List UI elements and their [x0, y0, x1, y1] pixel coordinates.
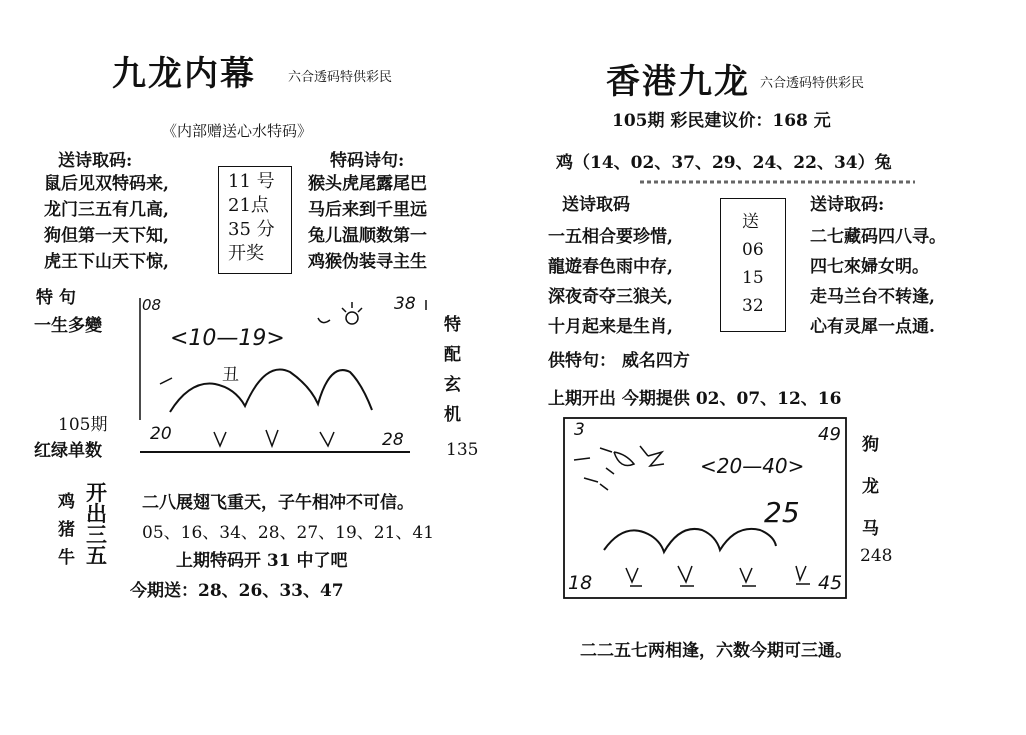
left-side-number: 135	[446, 440, 479, 460]
left-poem-line: 虎王下山天下惊,	[44, 252, 169, 272]
side-char: 配	[444, 345, 461, 365]
right-last-line: 上期开出 今期提供 02、07、12、16	[548, 389, 842, 409]
right-poem-header-right: 送诗取码:	[810, 195, 885, 215]
right-sketch-bottom-right: 45	[818, 572, 843, 594]
side-char: 机	[444, 405, 461, 425]
right-poem-line: 走马兰台不转逢,	[810, 287, 935, 307]
left-line4: 今期送：28、26、33、47	[130, 581, 344, 601]
right-price-line: 105期 彩民建议价：168 元	[612, 111, 831, 131]
send-box-line: 32	[742, 296, 764, 316]
left-issue-label: 红绿单数	[34, 441, 102, 461]
send-box-line: 送	[742, 212, 759, 232]
right-special-phrase: 供特句： 威名四方	[548, 351, 690, 371]
left-poem-line: 狗但第一天下知,	[44, 226, 169, 246]
left-sketch-bottom-right: 28	[382, 430, 404, 450]
left-sketch-range: <10—19>	[170, 326, 285, 351]
right-sketch-top-left: 3	[574, 420, 585, 440]
animal: 鸡	[58, 492, 75, 512]
send-box-line: 06	[742, 240, 764, 260]
open-char: 开	[86, 480, 107, 505]
left-sketch-bottom-left: 20	[150, 424, 172, 444]
side-char: 龙	[862, 477, 879, 497]
draw-box-line: 35 分	[228, 219, 275, 240]
side-char: 玄	[444, 375, 461, 395]
right-footer: 二二五七两相逢，六数今期可三通。	[580, 641, 852, 661]
left-issue: 105期	[58, 415, 108, 435]
right-poem-header-left: 送诗取码	[562, 195, 630, 215]
animal: 猪	[58, 520, 75, 540]
left-phrase: 一生多變	[34, 316, 102, 336]
special-line: 鸡猴伪装寻主生	[308, 252, 427, 272]
left-line1: 二八展翅飞重天，子午相冲不可信。	[142, 493, 414, 513]
right-poem-line: 龍遊春色雨中存,	[548, 257, 673, 277]
left-poem-line: 龙门三五有几高,	[44, 200, 169, 220]
special-line: 马后来到千里远	[308, 200, 427, 220]
open-char: 五	[86, 543, 107, 568]
right-sketch-range: <20—40>	[700, 454, 805, 478]
left-title: 九龙内幕	[112, 54, 256, 94]
draw-box-line: 11 号	[228, 171, 275, 192]
right-side-chars	[862, 424, 879, 550]
side-char: 特	[444, 315, 461, 335]
left-sketch-mid: 丑	[222, 365, 239, 385]
open-char: 三	[86, 522, 107, 547]
right-sketch-bottom-left: 18	[568, 572, 593, 594]
open-char: 出	[86, 501, 107, 526]
special-line: 兔儿温顺数第一	[308, 226, 427, 246]
right-sketch-mid: 25	[764, 496, 800, 529]
left-gift-title: 《内部赠送心水特码》	[162, 122, 313, 140]
left-line3: 上期特码开 31 中了吧	[176, 551, 348, 571]
left-line2: 05、16、34、28、27、19、21、41	[142, 523, 435, 543]
right-title: 香港九龙	[606, 62, 750, 102]
animal: 牛	[58, 548, 75, 568]
left-phrase-label: 特 句	[36, 288, 76, 308]
left-sketch-top-right: 38	[394, 294, 416, 314]
right-poem-line: 四七來婦女明。	[810, 257, 929, 277]
left-subtitle: 六合透码特供彩民	[288, 70, 393, 85]
right-subtitle: 六合透码特供彩民	[760, 76, 865, 91]
draw-box-line: 21点	[228, 195, 269, 216]
side-char: 马	[862, 519, 879, 539]
side-char: 狗	[862, 435, 879, 455]
right-poem-line: 心有灵犀一点通.	[810, 317, 935, 337]
right-numbers-line: 鸡（14、02、37、29、24、22、34）兔	[556, 153, 892, 173]
send-box-line: 15	[742, 268, 764, 288]
draw-box-line: 开奖	[228, 243, 264, 264]
left-poem-line: 鼠后见双特码来,	[44, 174, 169, 194]
special-line: 猴头虎尾露尾巴	[308, 174, 427, 194]
right-side-number: 248	[860, 546, 893, 566]
left-poem-header: 送诗取码:	[58, 151, 133, 171]
left-special-header: 特码诗句:	[330, 151, 405, 171]
left-sketch-top-left: 08	[142, 296, 162, 314]
right-poem-line: 十月起来是生肖,	[548, 317, 673, 337]
right-sketch-top-right: 49	[818, 424, 841, 445]
right-poem-line: 一五相合要珍惜,	[548, 227, 673, 247]
right-poem-line: 深夜奇夺三狼关,	[548, 287, 673, 307]
right-poem-line: 二七藏码四八寻。	[810, 227, 946, 247]
